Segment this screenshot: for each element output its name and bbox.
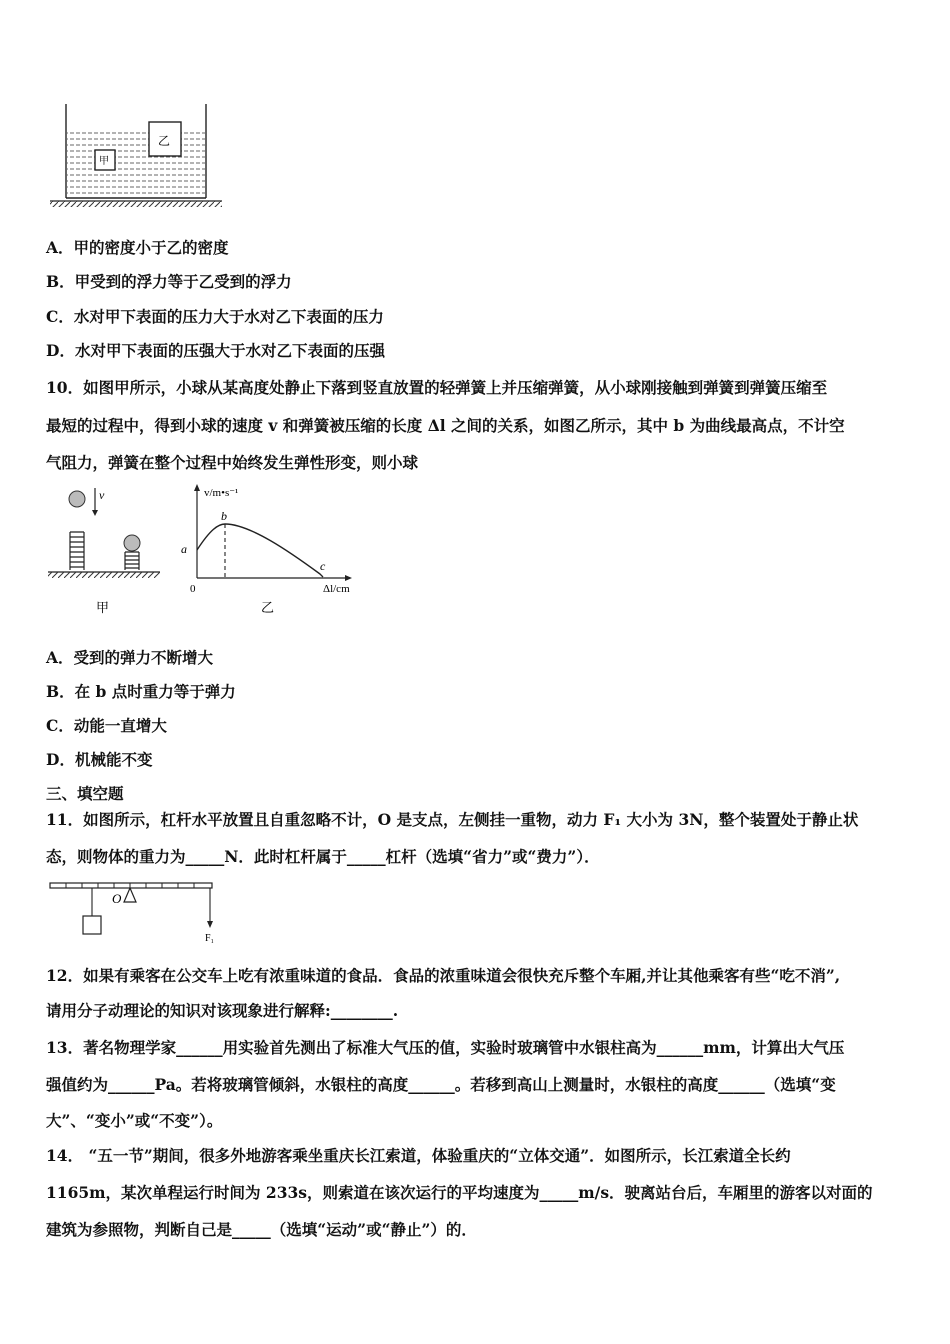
falling-ball — [69, 491, 85, 507]
water-body — [67, 132, 205, 198]
hanging-weight — [83, 916, 101, 934]
point-c-label: c — [320, 559, 326, 573]
q13-line-3: 大”、“变小”或“不变”）。 — [46, 1111, 223, 1130]
velocity-curve — [197, 524, 323, 577]
q10-figure — [40, 482, 380, 626]
jia-caption: 甲 — [96, 600, 110, 615]
point-b-label: b — [221, 509, 227, 523]
q9-option-c: C．水对甲下表面的压力大于水对乙下表面的压力 — [46, 307, 384, 326]
yi-caption: 乙 — [261, 600, 275, 615]
q12-line-2: 请用分子动理论的知识对该现象进行解释:________. — [46, 1001, 399, 1020]
q10-option-b: B．在 b 点时重力等于弹力 — [46, 682, 236, 701]
x-axis-label: Δl/cm — [323, 583, 350, 595]
q9-option-d: D．水对甲下表面的压强大于水对乙下表面的压强 — [46, 341, 385, 360]
label-jia: 甲 — [99, 156, 109, 167]
section-3-title: 三、填空题 — [46, 784, 124, 803]
label-yi: 乙 — [158, 134, 171, 148]
q13-line-1: 13．著名物理学家______用实验首先测出了标准大气压的值，实验时玻璃管中水银柱高为______mm，计算出大气压 — [46, 1038, 845, 1057]
origin-label: 0 — [190, 583, 196, 595]
v-label: v — [99, 488, 105, 502]
q11-figure — [46, 874, 226, 950]
compressed-ball — [124, 535, 140, 551]
q14-line-3: 建筑为参照物，判断自己是_____（选填“运动”或“静止”）的． — [46, 1220, 477, 1239]
q10-option-a: A．受到的弹力不断增大 — [46, 648, 214, 667]
spring-free — [70, 532, 84, 570]
pivot-label: O — [112, 891, 122, 906]
q9-option-b: B．甲受到的浮力等于乙受到的浮力 — [46, 272, 292, 291]
q10-stem-line-1: 10．如图甲所示，小球从某高度处静止下落到竖直放置的轻弹簧上并压缩弹簧，从小球刚接触到弹簧到弹簧压缩至 — [46, 378, 828, 397]
q11-line-2: 态，则物体的重力为_____N．此时杠杆属于_____杠杆（选填“省力”或“费力”）． — [46, 847, 600, 866]
q10-option-d: D．机械能不变 — [46, 750, 153, 769]
lever — [50, 883, 212, 888]
q11-line-1: 11．如图所示，杠杆水平放置且自重忽略不计，O 是支点，左侧挂一重物，动力 F₁ 大小为 3N，整个装置处于静止状 — [46, 810, 859, 829]
y-axis-label: v/m•s⁻¹ — [204, 487, 239, 499]
q10-stem-line-3: 气阻力，弹簧在整个过程中始终发生弹性形变，则小球 — [46, 453, 419, 472]
point-a-label: a — [181, 542, 187, 556]
q14-line-2: 1165m，某次单程运行时间为 233s，则索道在该次运行的平均速度为_____m/s．驶离站台后，车厢里的游客以对面的 — [46, 1183, 873, 1202]
force-label: F₁ — [205, 933, 215, 944]
q10-stem-line-2: 最短的过程中，得到小球的速度 v 和弹簧被压缩的长度 Δl 之间的关系，如图乙所示，其中 b 为曲线最高点，不计空 — [46, 416, 845, 435]
q13-line-2: 强值约为______Pa。若将玻璃管倾斜，水银柱的高度______。若移到高山上测量时，水银柱的高度______（选填“变 — [46, 1075, 836, 1094]
q10-option-c: C．动能一直增大 — [46, 716, 167, 735]
q9-option-a: A．甲的密度小于乙的密度 — [46, 238, 229, 257]
q12-line-1: 12．如果有乘客在公交车上吃有浓重味道的食品．食品的浓重味道会很快充斥整个车厢,并让其他乘客有些“吃不消”, — [46, 966, 841, 985]
fulcrum — [124, 888, 136, 902]
q9-figure — [46, 100, 226, 214]
q14-line-1: 14． “五一节”期间，很多外地游客乘坐重庆长江索道，体验重庆的“立体交通”．如图所示，长江索道全长约 — [46, 1146, 791, 1165]
spring-compressed — [125, 552, 139, 570]
